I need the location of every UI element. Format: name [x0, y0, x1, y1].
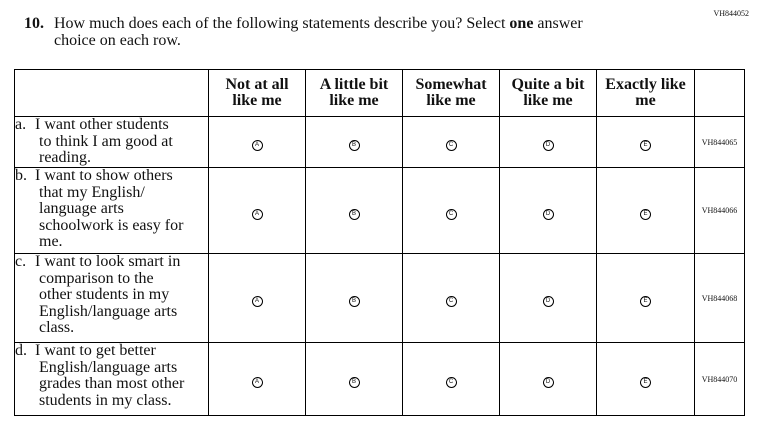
- radio-c-B[interactable]: B: [349, 296, 360, 307]
- radio-b-E[interactable]: E: [640, 209, 651, 220]
- radio-d-A[interactable]: A: [252, 377, 263, 388]
- row-code-a: VH844065: [695, 117, 745, 168]
- header-a-little-bit: A little bit like me: [306, 70, 403, 117]
- row-code-c: VH844068: [695, 254, 745, 343]
- radio-d-B[interactable]: B: [349, 377, 360, 388]
- header-not-at-all: Not at all like me: [209, 70, 306, 117]
- radio-d-C[interactable]: C: [446, 377, 457, 388]
- response-grid: [14, 69, 745, 416]
- question-text-1-end: answer: [537, 15, 583, 32]
- radio-a-D[interactable]: D: [543, 140, 554, 151]
- row-code-b: VH844066: [695, 168, 745, 254]
- radio-b-C[interactable]: C: [446, 209, 457, 220]
- question-prompt: [24, 15, 664, 49]
- radio-b-D[interactable]: D: [543, 209, 554, 220]
- radio-b-A[interactable]: A: [252, 209, 263, 220]
- header-code-blank: [695, 70, 745, 117]
- row-code-d: VH844070: [695, 343, 745, 416]
- radio-d-D[interactable]: D: [543, 377, 554, 388]
- radio-c-E[interactable]: E: [640, 296, 651, 307]
- header-blank: [15, 70, 209, 117]
- radio-c-A[interactable]: A: [252, 296, 263, 307]
- statement-a: a. I want other students to think I am good at reading.: [15, 117, 209, 168]
- item-id: VH844052: [713, 9, 749, 18]
- radio-c-C[interactable]: C: [446, 296, 457, 307]
- header-quite-a-bit: Quite a bit like me: [500, 70, 597, 117]
- radio-b-B[interactable]: B: [349, 209, 360, 220]
- radio-c-D[interactable]: D: [543, 296, 554, 307]
- statement-c: c. I want to look smart in comparison to the other students in my English/language arts class.: [15, 254, 209, 343]
- question-number: 10.: [24, 15, 44, 32]
- header-exactly-like: Exactly like me: [597, 70, 695, 117]
- question-text-1: How much does each of the following statements describe you? Select: [54, 15, 506, 32]
- question-text-2: choice on each row.: [54, 32, 181, 49]
- radio-a-A[interactable]: A: [252, 140, 263, 151]
- statement-d: d. I want to get better English/language arts grades than most other students in my class.: [15, 343, 209, 416]
- table-row: [15, 168, 745, 254]
- header-row: [15, 70, 745, 117]
- radio-a-C[interactable]: C: [446, 140, 457, 151]
- table-row: [15, 343, 745, 416]
- statement-b: b. I want to show others that my English/ language arts schoolwork is easy for me.: [15, 168, 209, 254]
- table-row: [15, 254, 745, 343]
- question-emphasis: one: [509, 15, 534, 32]
- radio-a-E[interactable]: E: [640, 140, 651, 151]
- header-somewhat: Somewhat like me: [403, 70, 500, 117]
- radio-a-B[interactable]: B: [349, 140, 360, 151]
- radio-d-E[interactable]: E: [640, 377, 651, 388]
- table-row: [15, 117, 745, 168]
